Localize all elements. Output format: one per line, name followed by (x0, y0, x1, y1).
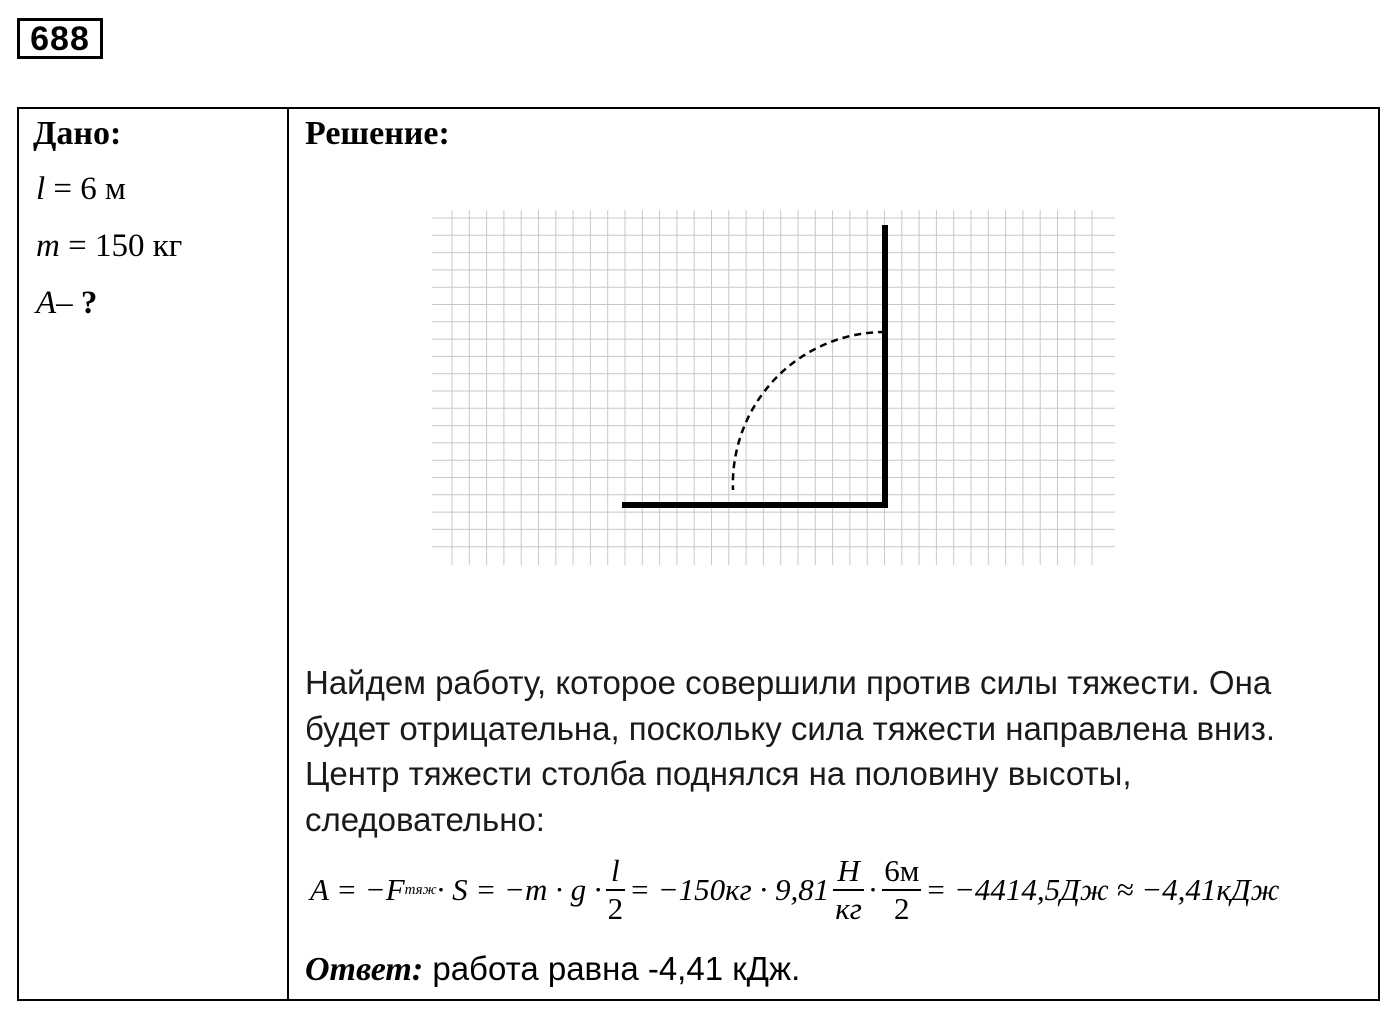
given-mass-value: = 150 кг (59, 228, 183, 264)
fraction-gravity-units (833, 853, 864, 927)
fraction-six-half (882, 853, 921, 927)
fraction-denominator: кг (835, 891, 862, 926)
pole-diagram (430, 210, 1120, 570)
column-divider (287, 107, 289, 1001)
fraction-numerator: 6м (884, 853, 920, 888)
formula-part: = −4414,5Дж ≈ −4,41кДж (925, 872, 1280, 907)
formula-part: A = −F (310, 872, 405, 907)
given-header: Дано: (33, 115, 122, 152)
given-mass-var: m (36, 228, 60, 264)
paragraph-line: будет отрицательна, поскольку сила тяжести направлена вниз. (305, 709, 1275, 747)
solution-header: Решение: (305, 115, 450, 152)
fraction-denominator: 2 (894, 891, 910, 926)
given-length-var: l (36, 171, 46, 207)
answer-label: Ответ: (305, 951, 424, 988)
paragraph-line: Центр тяжести столба поднялся на половину высоты, (305, 755, 1132, 792)
fraction-length-half (606, 853, 626, 927)
fraction-numerator: Н (837, 853, 860, 888)
given-unknown-question: ? (80, 285, 98, 321)
fraction-numerator: l (611, 853, 620, 888)
formula-part: · S = −m · g · (436, 872, 602, 907)
solution-paragraph (305, 660, 1375, 842)
rotation-arc (733, 332, 885, 490)
given-unknown-dash: – (56, 285, 81, 321)
formula-part: = −150кг · 9,81 (629, 872, 830, 907)
problem-number: 688 (17, 18, 103, 59)
given-mass (36, 226, 182, 266)
paragraph-line: Найдем работу, которое совершили против силы тяжести. Она (305, 664, 1272, 701)
formula-part: · (867, 872, 879, 907)
paragraph-line: следовательно: (305, 800, 545, 838)
given-unknown-var: A (36, 285, 57, 321)
formula-subscript: тяж (404, 881, 437, 898)
answer-text: работа равна -4,41 кДж. (423, 950, 801, 987)
given-unknown (36, 283, 97, 323)
grid-paper (432, 210, 1115, 565)
fraction-denominator: 2 (607, 891, 624, 926)
work-formula (310, 848, 1279, 932)
answer-line (305, 946, 800, 993)
given-length (36, 169, 126, 209)
given-length-value: = 6 м (45, 171, 126, 207)
